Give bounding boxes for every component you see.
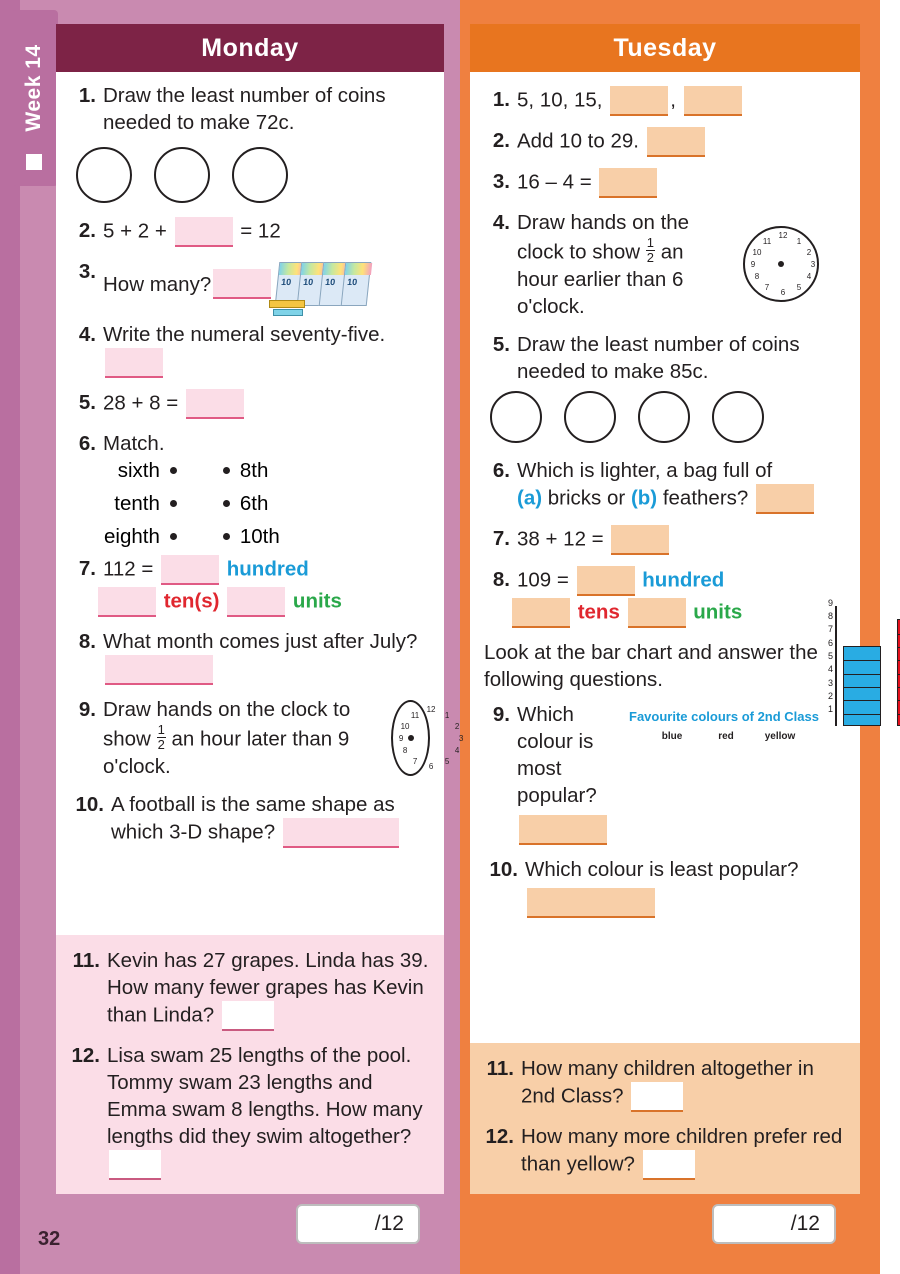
- question-text: 109 =: [517, 568, 569, 592]
- question-text: Draw hands on the clock to show: [103, 698, 351, 751]
- question-text-suffix: = 12: [240, 219, 281, 243]
- chart-bar-segment: [844, 647, 880, 660]
- coin-circle[interactable]: [490, 391, 542, 443]
- question-number: 4.: [78, 323, 96, 347]
- tuesday-question-6: [484, 457, 846, 514]
- match-dot-icon[interactable]: [223, 467, 230, 474]
- question-text: Lisa swam 25 lengths of the pool. Tommy swam 23 lengths and Emma swam 8 lengths. How many lengths did they swim altogether?: [107, 1043, 423, 1148]
- answer-box-tens[interactable]: [98, 587, 156, 617]
- question-text: Write the numeral seventy-five.: [103, 323, 386, 347]
- monday-score-box[interactable]: [296, 1204, 420, 1244]
- chart-bar-segment: [844, 674, 880, 687]
- monday-question-2: [70, 217, 430, 247]
- question-text: 16 – 4 =: [517, 170, 592, 194]
- question-text: 28 + 8 =: [103, 391, 179, 415]
- tuesday-question-2: [484, 127, 846, 157]
- clock-centre-dot: [408, 735, 414, 741]
- monday-question-11: [66, 947, 430, 1031]
- tuesday-problem-solving-block: [470, 1043, 860, 1194]
- y-tick-label: 6: [827, 638, 833, 649]
- week-tab-square-icon: [26, 154, 42, 170]
- answer-box-hundreds[interactable]: [161, 555, 219, 585]
- question-number: 1.: [78, 84, 96, 107]
- tuesday-question-8: [484, 566, 846, 596]
- label-hundred: hundred: [642, 568, 725, 592]
- question-number: 5.: [492, 332, 510, 356]
- tuesday-question-3: [484, 168, 846, 198]
- answer-box[interactable]: [105, 348, 163, 378]
- match-label: 8th: [239, 459, 269, 483]
- week-tab: [12, 10, 58, 186]
- match-dot-icon[interactable]: [170, 500, 177, 507]
- fraction-numerator: 1: [157, 722, 165, 738]
- coin-circle[interactable]: [76, 147, 132, 203]
- y-tick-label: 4: [827, 664, 833, 675]
- match-label: 10th: [239, 525, 280, 549]
- answer-box[interactable]: [283, 818, 399, 848]
- answer-box[interactable]: [105, 655, 213, 685]
- answer-box[interactable]: [109, 1150, 161, 1180]
- match-item[interactable]: [104, 492, 177, 516]
- coin-circle[interactable]: [232, 147, 288, 203]
- monday-question-5: [70, 389, 430, 419]
- tuesday-question-11: [480, 1055, 846, 1112]
- question-text: Draw the least number of coins needed to make 85c.: [517, 332, 800, 383]
- answer-box[interactable]: [631, 1082, 683, 1112]
- clock-centre-dot: [778, 261, 784, 267]
- option-a-label: (a): [517, 486, 543, 510]
- match-label: tenth: [114, 492, 160, 516]
- tuesday-column: [470, 24, 860, 1194]
- page-number: 32: [38, 1228, 61, 1250]
- question-text: How many children altogether in 2nd Class?: [521, 1056, 814, 1108]
- monday-score-label: /12: [374, 1212, 404, 1235]
- fraction-one-half: [646, 236, 655, 264]
- match-dot-icon[interactable]: [170, 533, 177, 540]
- question-text: 5, 10, 15,: [517, 88, 603, 112]
- question-number: 12.: [71, 1043, 100, 1067]
- tuesday-question-12: [480, 1123, 846, 1180]
- question-number: 9.: [492, 703, 510, 727]
- answer-box[interactable]: [213, 269, 271, 299]
- question-number: 8.: [78, 630, 96, 654]
- label-tens: tens: [577, 600, 620, 624]
- x-tick-label: blue: [661, 731, 683, 743]
- monday-question-1: [70, 82, 430, 136]
- chart-x-labels: [653, 730, 849, 743]
- answer-box[interactable]: [186, 389, 244, 419]
- match-label: sixth: [117, 459, 160, 483]
- answer-box[interactable]: [519, 815, 607, 845]
- y-tick-label: 8: [827, 611, 833, 622]
- match-item[interactable]: [104, 525, 177, 549]
- monday-question-7: [70, 555, 430, 585]
- question-text: How many more children prefer red than yellow?: [521, 1124, 843, 1176]
- answer-box[interactable]: [684, 86, 742, 116]
- question-text: Kevin has 27 grapes. Linda has 39. How many fewer grapes has Kevin than Linda?: [107, 948, 429, 1027]
- answer-box[interactable]: [610, 86, 668, 116]
- match-item[interactable]: [223, 492, 280, 516]
- question-number: 7.: [78, 557, 96, 581]
- tuesday-question-4: [484, 209, 846, 320]
- question-text: Draw hands on the clock to show: [517, 211, 690, 264]
- tuesday-score-label: /12: [790, 1212, 820, 1235]
- tuesday-question-7: [484, 525, 846, 555]
- question-text-suffix: an hour later than 9 o'clock.: [103, 727, 350, 778]
- question-text: Draw the least number of coins needed to make 72c.: [103, 84, 386, 135]
- answer-box[interactable]: [647, 127, 705, 157]
- monday-column: [56, 24, 464, 1194]
- chart-y-axis: [835, 606, 837, 726]
- monday-title: Monday: [201, 33, 299, 62]
- tuesday-header: [470, 24, 860, 72]
- question-text: 112 =: [103, 557, 154, 581]
- coin-circle[interactable]: [154, 147, 210, 203]
- y-tick-label: 1: [827, 704, 833, 715]
- question-text: A football is the same shape as which 3-D shape?: [111, 793, 395, 844]
- question-text: How many?: [103, 272, 212, 296]
- answer-box-units[interactable]: [227, 587, 285, 617]
- question-text: Which is lighter, a bag full of: [517, 458, 773, 482]
- question-text-mid: bricks or: [547, 486, 626, 510]
- question-number: 11.: [72, 948, 100, 972]
- chart-instruction: Look at the bar chart and answer the following questions.: [484, 640, 818, 692]
- match-right-column: [223, 459, 280, 549]
- match-left-column: [104, 459, 177, 549]
- answer-box[interactable]: [222, 1001, 274, 1031]
- question-text-suffix: feathers?: [662, 486, 749, 510]
- answer-box-tens[interactable]: [512, 598, 570, 628]
- tuesday-question-1: 1. 5, 10, 15, ,: [484, 86, 846, 116]
- question-number: 2.: [78, 219, 96, 243]
- question-text: Match.: [103, 432, 165, 456]
- monday-question-9: [70, 696, 464, 780]
- question-text: 38 + 12 =: [517, 527, 604, 551]
- monday-header: [56, 24, 444, 72]
- tuesday-body: [470, 72, 860, 918]
- match-label: eighth: [104, 525, 160, 549]
- question-number: 6.: [492, 458, 510, 482]
- chart-title: Favourite colours of 2nd Class: [629, 709, 819, 725]
- answer-box[interactable]: [756, 484, 814, 514]
- y-tick-label: 9: [827, 598, 833, 609]
- question-number: 1.: [492, 88, 510, 111]
- chart-bar-segment: [844, 660, 880, 673]
- label-hundred: hundred: [226, 557, 309, 581]
- question-text: Which colour is least popular?: [525, 858, 799, 882]
- monday-question-4: [70, 321, 430, 378]
- y-tick-label: 5: [827, 651, 833, 662]
- week-tab-label: Week 14: [22, 44, 45, 132]
- chart-bar-segment: [844, 714, 880, 727]
- tuesday-question-10: [484, 856, 846, 918]
- label-units: units: [693, 600, 743, 624]
- question-number: 11.: [486, 1056, 514, 1080]
- monday-body: [56, 72, 464, 848]
- monday-question-7-line2: [96, 587, 430, 617]
- match-dot-icon[interactable]: [223, 533, 230, 540]
- question-number: 3.: [492, 170, 510, 193]
- coin-circle[interactable]: [638, 391, 690, 443]
- fraction-denominator: 2: [157, 736, 165, 752]
- question-number: 10.: [75, 793, 104, 817]
- answer-box[interactable]: [599, 168, 657, 198]
- question-number: 6.: [78, 432, 96, 456]
- question-text: What month comes just after July?: [103, 630, 418, 654]
- chart-bar-blue: [843, 646, 881, 726]
- question-number: 12.: [485, 1124, 514, 1148]
- crayon-boxes-illustration: 10 10 10 10: [277, 258, 387, 310]
- tuesday-q5-coin-answer-area[interactable]: [490, 391, 846, 443]
- question-text: Which colour is most popular?: [517, 703, 597, 808]
- match-item[interactable]: [223, 525, 280, 549]
- chart-bar-segment: [844, 687, 880, 700]
- chart-bars: [843, 606, 900, 726]
- y-tick-label: 3: [827, 678, 833, 689]
- chart-bar-segment: [844, 700, 880, 713]
- answer-box-hundreds[interactable]: [577, 566, 635, 596]
- question-number: 10.: [489, 858, 518, 882]
- question-number: 5.: [78, 391, 96, 415]
- question-number: 9.: [78, 698, 96, 722]
- clock-face[interactable]: 12 1 2 3 4 5 6 7 8 9 10 11: [743, 226, 819, 302]
- monday-question-8: [70, 628, 430, 685]
- answer-box[interactable]: [527, 888, 655, 918]
- monday-question-12: [66, 1042, 430, 1180]
- monday-question-3: [70, 258, 430, 310]
- fraction-one-half: [157, 723, 166, 751]
- question-number: 2.: [492, 129, 510, 152]
- answer-box[interactable]: [611, 525, 669, 555]
- monday-question-6: [70, 430, 430, 457]
- match-item[interactable]: [223, 459, 280, 483]
- answer-box-units[interactable]: [628, 598, 686, 628]
- question-number: 3.: [78, 260, 96, 284]
- match-dot-icon[interactable]: [223, 500, 230, 507]
- tuesday-score-box[interactable]: [712, 1204, 836, 1244]
- monday-q1-coin-answer-area[interactable]: [76, 147, 430, 203]
- question-text: 5 + 2 +: [103, 219, 167, 243]
- monday-problem-solving-block: [56, 935, 444, 1194]
- answer-box[interactable]: [643, 1150, 695, 1180]
- x-tick-label: yellow: [764, 731, 796, 743]
- question-text-suffix: an hour earlier than 6 o'clock.: [517, 240, 684, 318]
- question-text: Add 10 to 29.: [517, 129, 639, 153]
- question-number: 7.: [492, 526, 510, 550]
- y-tick-label: 2: [827, 691, 833, 702]
- option-b-label: (b): [630, 486, 658, 510]
- match-label: 6th: [239, 492, 269, 516]
- tuesday-title: Tuesday: [613, 33, 717, 62]
- monday-q6-match-area[interactable]: [104, 459, 430, 549]
- tuesday-question-8-line2: [510, 598, 846, 628]
- fraction-denominator: 2: [646, 249, 654, 265]
- coin-circle[interactable]: [564, 391, 616, 443]
- question-number: 8.: [492, 567, 510, 591]
- y-tick-label: 7: [827, 624, 833, 635]
- fraction-numerator: 1: [646, 235, 654, 251]
- left-page-spine: [0, 0, 20, 1274]
- tuesday-question-5: [484, 331, 846, 385]
- match-dot-icon[interactable]: [170, 467, 177, 474]
- question-number: 4.: [492, 211, 510, 234]
- coin-circle[interactable]: [712, 391, 764, 443]
- label-units: units: [292, 589, 342, 613]
- x-tick-label: red: [718, 731, 734, 743]
- match-item[interactable]: [104, 459, 177, 483]
- answer-box[interactable]: [175, 217, 233, 247]
- clock-face[interactable]: 12 1 2 3 4 5 6 7 8 9 10 11: [391, 700, 430, 776]
- monday-question-10: [70, 791, 430, 848]
- label-tens: ten(s): [163, 589, 220, 613]
